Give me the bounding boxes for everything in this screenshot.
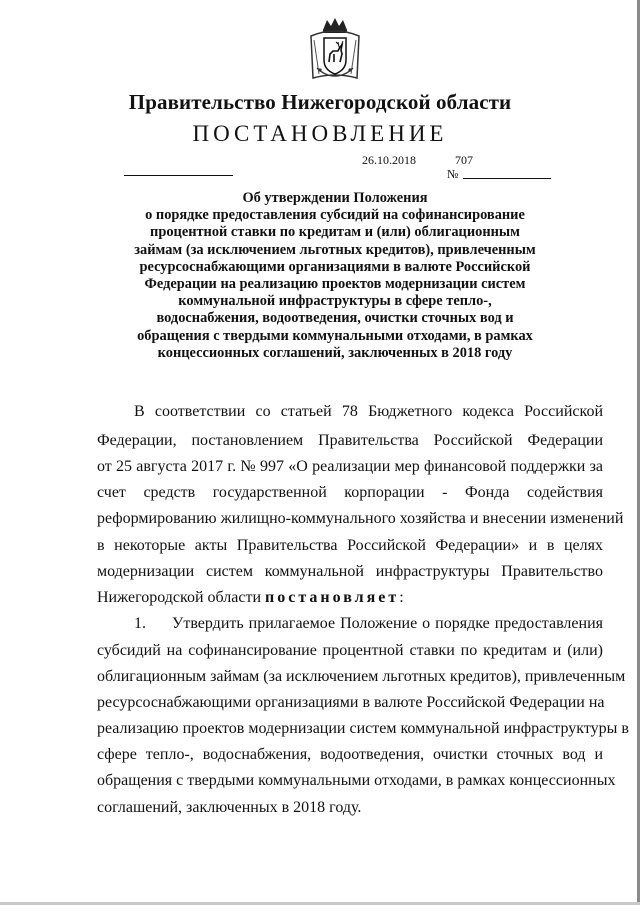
preamble-line: от 25 августа 2017 г. № 997 «О реализации мер финансовой поддержки за — [97, 458, 603, 475]
subject-line: о порядке предоставления субсидий на софинансирование — [145, 207, 525, 224]
item-line: реализацию проектов модернизации систем коммунальной инфраструктуры в — [97, 720, 629, 737]
subject-line: водоснабжения, водоотведения, очистки сточных вод и — [156, 310, 514, 327]
preamble-line: В соответствии со статьей 78 Бюджетного кодекса Российской — [134, 403, 603, 420]
document-subject — [105, 190, 565, 362]
preamble-final-line — [97, 588, 603, 608]
item-line: ресурсоснабжающими организациями в валюте Российской Федерации на — [97, 694, 605, 711]
subject-line: коммунальной инфраструктуры в сфере тепло-, — [178, 293, 492, 310]
preamble-line: счет средств государственной корпорации - Фонда содействия — [97, 484, 603, 501]
subject-line: ресурсоснабжающими организациями в валюте Российской — [139, 258, 531, 275]
subject-line: процентной ставки по кредитам и (или) облигационным — [150, 224, 520, 241]
subject-line: концессионных соглашений, заключенных в 2018 году — [157, 344, 513, 361]
subject-line: обращения с твердыми коммунальными отходами, в рамках — [137, 327, 533, 344]
organization-title: Правительство Нижегородской области — [128, 90, 512, 114]
item-line: обращения с твердыми коммунальными отходами, в рамках концессионных — [97, 772, 616, 789]
preamble-line: реформированию жилищно-коммунального хозяйства и внесении изменений — [97, 510, 624, 527]
preamble-line: Федерации, постановлением Правительства Российской Федерации — [97, 432, 603, 449]
preamble-end: Нижегородской области — [97, 589, 266, 606]
resolves-colon: : — [399, 589, 404, 606]
subject-line: займам (за исключением льготных кредитов), привлеченным — [134, 241, 536, 258]
document-date: 26.10.2018 — [362, 153, 416, 167]
document-number: 707 — [455, 153, 473, 167]
subject-line: Федерации на реализацию проектов модернизации систем — [144, 276, 526, 293]
preamble-line: модернизации систем коммунальной инфраструктуры Правительство — [97, 563, 603, 580]
item-number: 1. — [134, 615, 146, 632]
coat-of-arms-icon — [305, 16, 365, 82]
item-line: облигационным займам (за исключением льготных кредитов), привлеченным — [97, 668, 626, 685]
document-type: ПОСТАНОВЛЕНИЕ — [192, 121, 448, 146]
subject-line: Об утверждении Положения — [242, 190, 428, 206]
item-last-line: соглашений, заключенных в 2018 году. — [97, 799, 362, 816]
preamble-line: в некоторые акты Правительства Российской Федерации» и в целях — [97, 537, 603, 554]
date-underline — [124, 175, 233, 176]
resolves-word: постановляет — [265, 589, 400, 606]
item-line: субсидий на софинансирование процентной ставки по кредитам и (или) — [97, 642, 603, 659]
number-underline — [463, 178, 551, 179]
item-line: сфере тепло-, водоснабжения, водоотведения, очистки сточных вод и — [97, 746, 603, 763]
number-sign: № — [447, 167, 459, 181]
item-first-line: Утвердить прилагаемое Положение о порядке предоставления — [172, 615, 603, 632]
